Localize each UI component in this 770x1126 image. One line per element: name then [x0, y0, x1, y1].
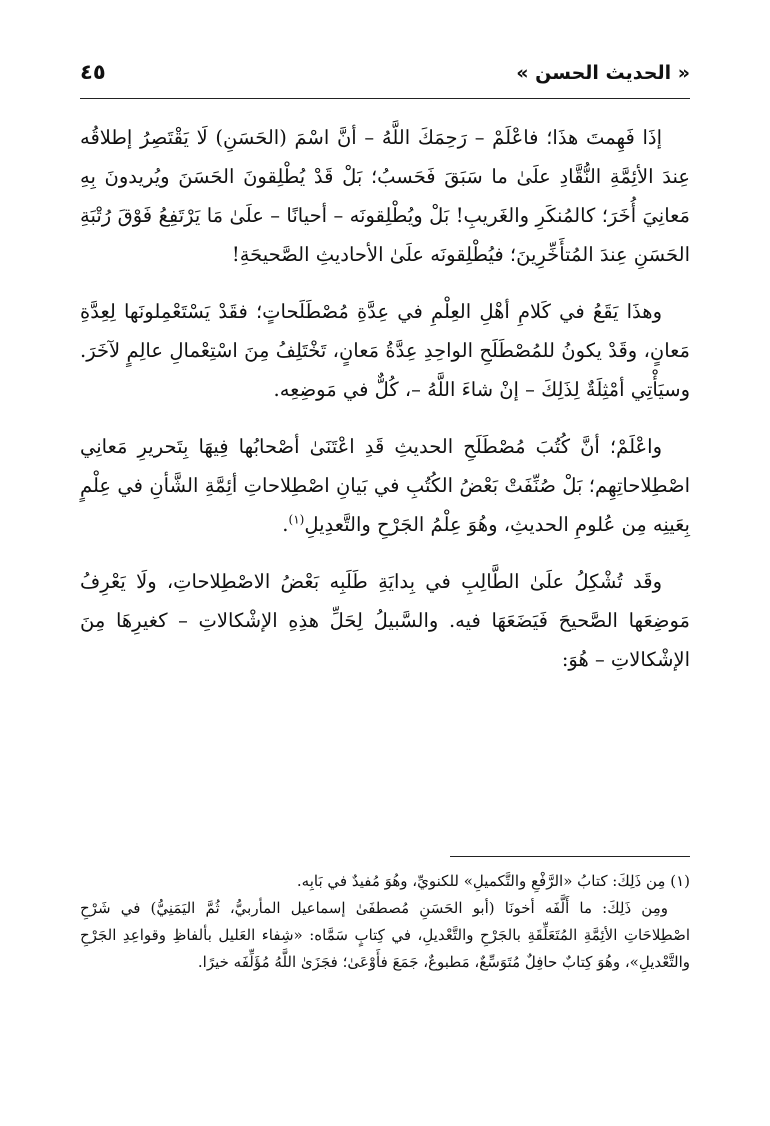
paragraph-3-text: واعْلَمْ؛ أنَّ كُتُبَ مُصْطَلَحِ الحديثِ قَدِ اعْتَنَىٰ أصْحابُها فِيهَا بِتَحريرِ مَعانِي اصْطِلاحاتِهِم؛ بَلْ صُنِّفَتْ بَعْضُ الكُتُبِ في بَيانِ اصْطِلاحاتِ أئِمَّةِ الشَّأنِ في عِلْمٍ بِعَينِه مِن عُلومِ الحديثِ، وهُوَ عِلْمُ الجَرْحِ والتَّعدِيلِ: [80, 435, 690, 536]
footnote-1-continuation: ومِن ذَلِكَ: ما أَلَّفَه أخونَا (أبو الحَسَنِ مُصطفَىٰ إسماعيل المأربيُّ، ثُمَّ اليَمَنِيُّ) في شَرْحِ اصْطِلاحَاتِ الأئِمَّةِ المُتَعَلِّقَةِ بالجَرْحِ والتَّعْديلِ، في كِتابٍ سَمَّاه: «شِفاء العَليل بألفاظِ وقواعِدِ الجَرْحِ والتَّعْديلِ»، وهُوَ كِتابٌ حافِلٌ مُتَوَسِّعٌ، مَطبوعٌ، جَمَعَ فأَوْعَىٰ؛ فجَزَىٰ اللَّهُ مُؤَلِّفَه خيرًا.: [80, 899, 690, 971]
header-title: « الحديث الحسن »: [516, 62, 690, 84]
footnotes: [80, 868, 690, 976]
running-header: [80, 58, 690, 99]
paragraph-1: إذَا فَهِمتَ هذَا؛ فاعْلَمْ – رَحِمَكَ اللَّهُ – أنَّ اسْمَ (الحَسَنِ) لَا يَقْتَصِرُ إطلاقُه عِندَ الأئِمَّةِ النُّقَّادِ علَىٰ ما سَبَقَ فَحَسبُ؛ بَلْ قَدْ يُطْلِقونَ الحَسَنَ ويُريدونَ بِهِ مَعانِيَ أُخَرَ؛ كالمُنكَرِ والغَريبِ! بَلْ ويُطْلِقونَه – أحيانًا – علَىٰ مَا يَرْتَفِعُ فَوْقَ رُتْبَةِ الحَسَنِ عِندَ المُتأَخِّرِينَ؛ فيُطْلِقونَه علَىٰ الأحاديثِ الصَّحيحَةِ!: [80, 126, 690, 266]
paragraph-3: [80, 427, 690, 544]
footnote-reference: (١): [288, 512, 305, 527]
footnote-1: (١) مِن ذَلِكَ: كتابُ «الرَّفْعِ والتَّكميلِ» للكنويِّ، وهُوَ مُفيدٌ في بَابِه.: [296, 872, 690, 890]
footnote-divider: [450, 856, 690, 857]
paragraph-3-end: .: [282, 513, 289, 536]
main-text: [80, 118, 690, 697]
page-number: ٤٥: [80, 60, 106, 84]
paragraph-4: وقَد تُشْكِلُ علَىٰ الطَّالِبِ في بِدايَةِ طَلَبِه بَعْضُ الاصْطِلاحاتِ، ولَا يَعْرِفُ مَوضِعَها الصَّحيحَ فَيَضَعَهَا فيه. والسَّبيلُ لِحَلِّ هذِهِ الإشْكالاتِ – كغيرِهَا مِنَ الإشْكالاتِ – هُوَ:: [80, 570, 690, 671]
paragraph-2: وهذَا يَقَعُ في كَلامِ أهْلِ العِلْمِ في عِدَّةِ مُصْطَلَحاتٍ؛ فقَدْ يَسْتَعْمِلونَها لِعِدَّةِ مَعانٍ، وقَدْ يكونُ للمُصْطَلَحِ الواحِدِ عِدَّةُ مَعانٍ، تَخْتَلِفُ مِنَ اسْتِعْمالِ عالِمٍ لآخَرَ. وسيَأْتِي أمْثِلَةٌ لِذَلِكَ – إنْ شاءَ اللَّهُ –، كُلٌّ في مَوضِعِه.: [80, 300, 690, 401]
